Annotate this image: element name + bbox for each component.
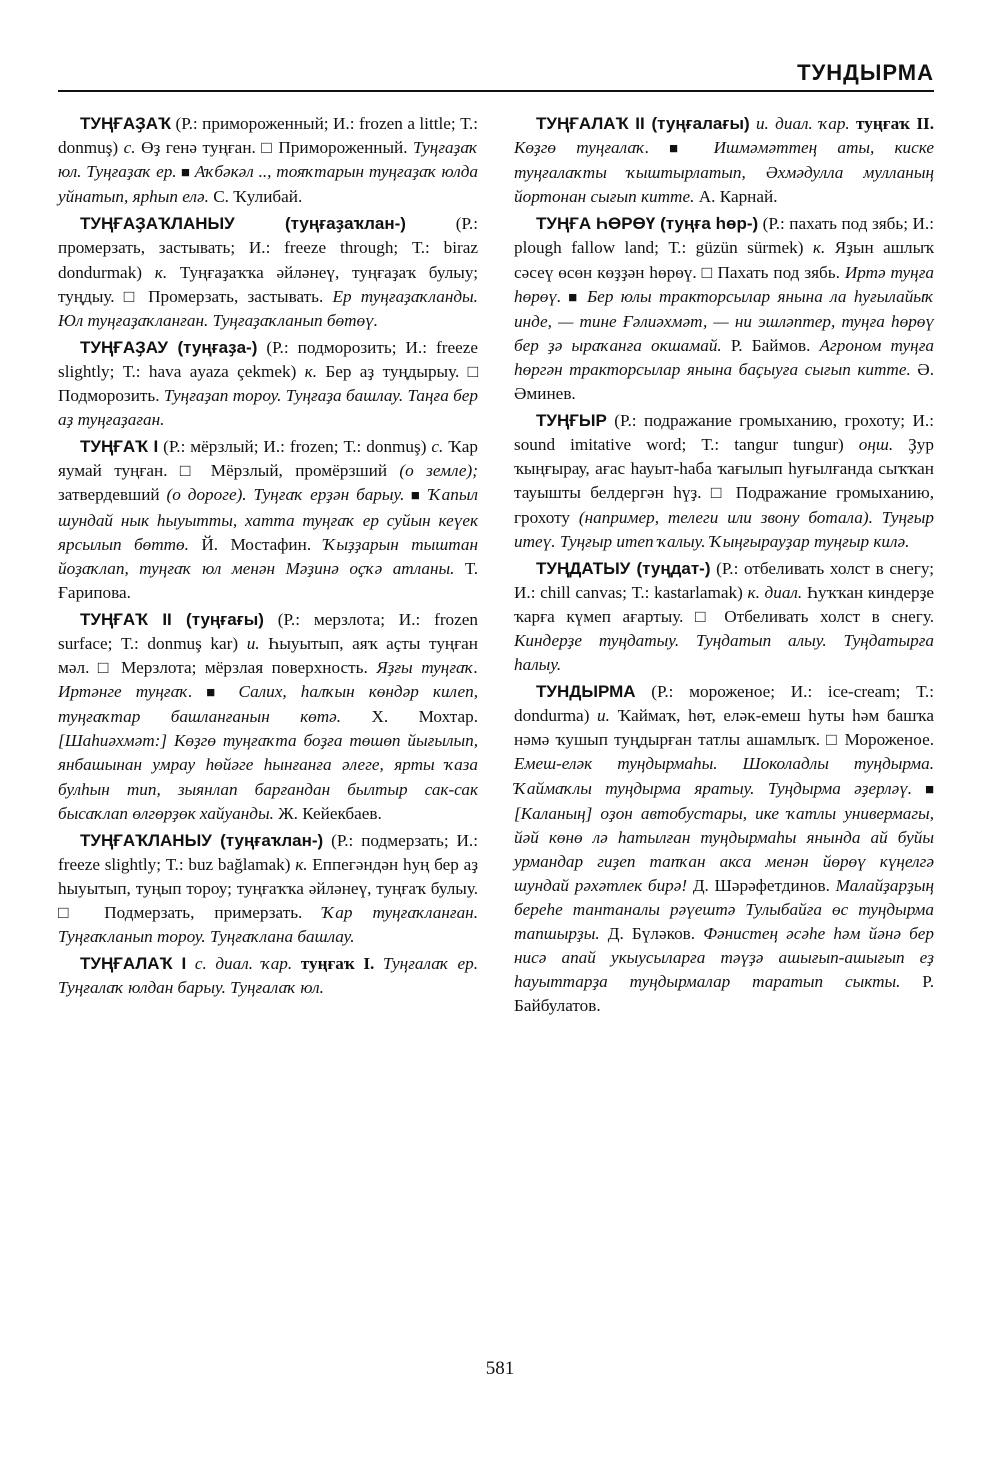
source: Й. Мостафин. <box>188 534 324 554</box>
definition: Һыуытып, аяҡ аҫты туңған мәл. □ Мерзлота; мёрзлая поверхность. <box>58 633 478 678</box>
headword: ТУҢҒЫР <box>536 411 607 431</box>
running-title: ТУНДЫРМА <box>797 60 934 85</box>
translations: (Р.: подморозить; И.: freeze slightly; Т.: hava ayaza çekmek) <box>58 337 478 381</box>
headword: ТУҢҒАҠЛАНЫУ (туңғаҡлан-) <box>80 830 324 850</box>
quotation: Фәнистең әсәһе һәм йәнә бер нисә апай укыусыларға тәүҙә ашығып-ашығып еҙ һауыттарҙа туңдырмалар таратып сыкты. <box>514 924 934 992</box>
examples: Көҙгө туңғалаҡ. <box>514 138 650 158</box>
examples: Туңғаҡ ерҙән барыу. <box>246 485 405 505</box>
quotation: [Шаһиәхмәт:] Көҙгө туңғаҡта боҙға төшөп йығылып, янбашынан умрау һөйәге һынғанға әлеге, ярты ҡаза булһын тип, зыянлап барғандан былтыр сак-сак бысаҡлап өлгөрҙөк хайуанды. <box>58 731 478 823</box>
translations: (Р.: мороженое; И.: ice-cream; Т.: dondurma) <box>514 682 934 726</box>
quotation: Агроном туңға һөргән тракторсылар янына баҫыуға сығып китте. <box>514 335 934 379</box>
source: Р. Баймов. <box>721 335 820 355</box>
examples: Туңғаҙап тороу. Туңғаҙа башлау. Таңға бер аҙ туңғаҙаған. <box>58 386 479 430</box>
source: Ж. Кейекбаев. <box>273 803 382 823</box>
page-number: 581 <box>485 1358 515 1379</box>
source: Х. Мохтар. <box>341 707 478 727</box>
headword: ТУҢҒАҠ I <box>80 437 159 457</box>
square-marker: ■ <box>649 141 714 158</box>
headword: ТУҢҒАҘАУ (туңғаҙа-) <box>80 337 258 357</box>
square-marker: ■ <box>912 781 934 798</box>
header-rule <box>58 90 934 92</box>
definition-cont: затвердевший <box>58 485 167 505</box>
square-marker: ■ <box>176 165 195 182</box>
pos-label: к. <box>154 262 168 282</box>
translations: (Р.: мёрзлый; И.: frozen; Т.: donmuş) <box>158 437 432 457</box>
headword: ТУҢДАТЫУ (туңдат-) <box>536 558 711 578</box>
headword: ТУҢҒАҘАҠЛАНЫУ (туңғаҙаҡлан-) <box>80 214 406 234</box>
translations: (Р.: примороженный; И.: frozen a little; Т.: donmuş) <box>58 114 478 158</box>
translations: (Р.: промерзать, застывать; И.: freeze through; Т.: biraz dondurmak) <box>58 214 478 282</box>
examples: Яҙғы туңғаҡ. Иртәнге туңғаҡ. <box>58 658 478 702</box>
examples: Емеш-еләк туңдырмаһы. Шоколадлы туңдырма. Ҡаймаҡлы туңдырма яратыу. Туңдырма әҙерләү. <box>514 754 934 798</box>
square-marker: ■ <box>561 289 588 306</box>
definition: Ҡар яумай туңған. □ Мёрзлый, промёрзший <box>58 437 478 481</box>
usage-note: (о земле); <box>399 461 478 481</box>
definition: Бер аҙ туңдырыу. □ Подморозить. <box>58 361 478 406</box>
pos-label: и. диал. ҡар. <box>749 114 850 133</box>
pos-label: с. <box>431 437 444 457</box>
entry-tungyr <box>514 409 934 554</box>
examples: Иртә туңға һөрөү. <box>514 262 935 306</box>
cross-reference: туңғаҡ II. <box>849 114 935 133</box>
entry-tundatyu <box>514 557 934 677</box>
usage-note: (например, телеги или звону ботала). <box>578 507 873 527</box>
left-column <box>58 112 478 1003</box>
definition: Туңғаҙаҡҡа әйләнеү, туңғаҙаҡ булыу; туңдыу. □ Промерзать, застывать. <box>58 262 478 306</box>
entry-tungalak-2 <box>514 112 934 209</box>
definition: Өҙ генә туңған. □ Примороженный. <box>135 138 414 158</box>
usage-note: (о дороге). <box>166 485 247 505</box>
headword: ТУҢҒА ҺӨРӨҮ (туңға һөр-) <box>536 214 759 234</box>
source: Д. Шәрәфетдинов. <box>687 875 836 895</box>
pos-label: с. <box>123 138 136 158</box>
source: Р. Байбулатов. <box>514 972 934 1016</box>
source: С. Ҡулибай. <box>208 187 303 207</box>
pos-label: к. <box>812 238 826 258</box>
entry-tundyrma <box>514 680 934 1018</box>
translations: (Р.: подмерзать; И.: freeze slightly; Т.: buz bağlamak) <box>58 830 479 874</box>
quotation: Ҡыҙҙарын тыштан йоҙаҡлап, туңғаҡ юл менән Мәҙинә оҫҡә атланы. <box>58 534 478 578</box>
pos-label: к. <box>304 361 318 381</box>
quotation: Ҡапыл шундай нык һыуытты, хатта туңғаҡ ер суйын кеүек ярсылып бөттө. <box>58 485 479 554</box>
translations: (Р.: пахать под зябь; И.: plough fallow land; Т.: güzün sürmek) <box>514 214 934 258</box>
definition: Еппегәндән һуң бер аҙ һыуытып, туңып тороу; туңғаҡҡа әйләнеү, туңғаҡ булыу. □ Подмерзать, примерзать. <box>58 854 479 922</box>
source: А. Карнай. <box>694 187 778 207</box>
translations: (Р.: мерзлота; И.: frozen surface; Т.: donmuş kar) <box>58 609 478 653</box>
square-marker: ■ <box>404 488 429 505</box>
examples: Ер туңғаҙаҡланды. Юл туңғаҙаҡланған. Туңғаҙаҡланып бөтөү. <box>58 286 478 330</box>
headword: ТУҢҒАҘАҠ <box>80 114 172 133</box>
square-marker: ■ <box>192 685 239 702</box>
pos-label: с. диал. ҡар. <box>186 954 293 974</box>
pos-label: к. <box>295 854 308 874</box>
examples: Туңғыр итеү. Туңғыр итеп ҡалыу. Ҡыңғырауҙар туңғыр килә. <box>514 507 934 551</box>
quotation: Ишмәмәттең аты, киске туңғалаҡты ҡыштырлатып, Әхмәдулла мулланың йортонан сығып китте. <box>514 138 935 207</box>
entry-tungalak-1 <box>58 952 478 1000</box>
examples: Туңғаҙаҡ юл. Туңғаҙаҡ ер. <box>58 138 478 182</box>
entry-tungak-1 <box>58 435 478 605</box>
headword: ТУҢҒАЛАҠ II (туңғалағы) <box>536 114 750 133</box>
translations: (Р.: отбеливать холст в снегу; И.: chill canvas; Т.: kastarlamak) <box>514 558 934 602</box>
definition: Ҡаймаҡ, һөт, еләк-емеш һуты һәм башҡа нәмә ҡушып туңдырған татлы ашамлыҡ. □ Мороженое. <box>514 706 934 750</box>
translations: (Р.: подражание громыханию, грохоту; И.: sound imitative word; Т.: tangur tungur) <box>514 411 934 455</box>
definition: Яҙын ашлыҡ сәсеү өсөн көҙҙән һөрөү. □ Пахать под зябь. <box>514 238 934 282</box>
quotation: Бер юлы тракторсылар янына ла һуғылайыҡ инде, — тине Ғәлиәхмәт, — ни эшләптер, туңға һөрөү бер ҙә ыраҡанға окшамай. <box>514 286 934 355</box>
source: Ә. Әминев. <box>514 359 934 404</box>
definition: Һуҡҡан киндерҙе ҡарға күмеп ағартыу. □ Отбеливать холст в снегу. <box>514 582 934 626</box>
examples: Ҡар туңғаҡланған. Туңғаҡланып тороу. Туңғаҡлана башлау. <box>58 903 478 947</box>
entry-tungak-2 <box>58 608 478 826</box>
source: Д. Бүләков. <box>599 924 704 944</box>
cross-reference: туңғаҡ I. <box>292 954 375 974</box>
quotation: Салих, һалҡын көндәр килеп, туңғаҡтар башланғанын көтә. <box>58 682 478 727</box>
right-column <box>514 112 934 1021</box>
examples: Туңғалаҡ ер. Туңғалаҡ юлдан барыу. Туңғалаҡ юл. <box>58 954 478 998</box>
pos-label: и. <box>246 633 260 653</box>
quotation: [Каланың] оҙон автобустары, ике ҡатлы универмагы, йәй көнө лә һатылған туңдырмаһы янында ай буйы урмандар гиҙеп тапҡан акса менән йөрөү күңелгә шундай рәхәтлек бирә! <box>514 803 934 895</box>
source: Т. Ғарипова. <box>58 558 478 602</box>
examples: Киндерҙе туңдатыу. Туңдатып алыу. Туңдатырға һалыу. <box>514 630 934 675</box>
entry-tungazaklanyu <box>58 212 478 332</box>
pos-label: оңш. <box>858 435 894 455</box>
headword: ТУҢҒАЛАҠ I <box>80 954 187 974</box>
pos-label: и. <box>597 706 610 726</box>
pos-label: к. диал. <box>747 582 803 602</box>
definition: Ҙур ҡыңғырау, ағас һауыт-һаба ҡағылып һуғылғанда сыҡҡан тауышты белдергән һүҙ. □ Подражание громыханию, грохоту <box>514 435 934 527</box>
page-header <box>58 58 934 92</box>
quotation: Малайҙарҙың береһе тантаналы рәүештә Тулыбайға өс туңдырма тапшырҙы. <box>514 875 934 944</box>
headword: ТУНДЫРМА <box>536 682 636 702</box>
entry-tungazak <box>58 112 478 209</box>
quotation: Аҡбәкәл .., тояҡтарын туңғаҙаҡ юлда уйнатып, ярһып елә. <box>58 162 478 207</box>
entry-tungaklanyu <box>58 829 478 949</box>
entry-tunga-horou <box>514 212 934 406</box>
headword: ТУҢҒАҠ II (туңғағы) <box>80 609 264 629</box>
entry-tungazau <box>58 336 478 432</box>
